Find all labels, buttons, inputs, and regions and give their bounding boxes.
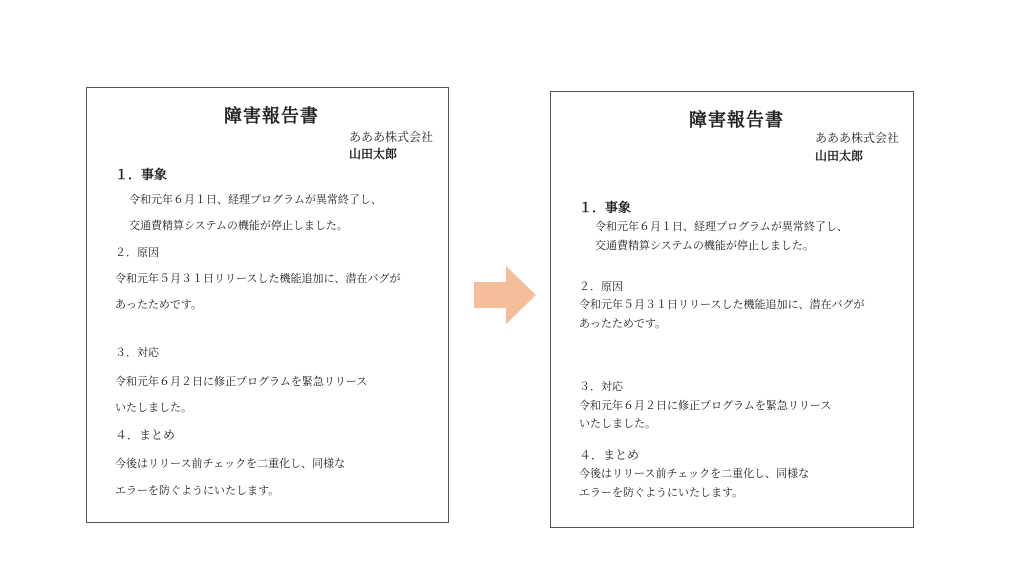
section3-line1: 令和元年６月２日に修正プログラムを緊急リリース <box>115 375 368 388</box>
section1-line1: 令和元年６月１日、経理プログラムが異常終了し、 <box>129 193 382 206</box>
report-title: 障害報告書 <box>689 110 784 131</box>
section4-heading: ４．まとめ <box>115 428 176 442</box>
section2-line1: 令和元年５月３１日リリースした機能追加に、潜在バグが <box>115 272 401 285</box>
section1-heading: １．事象 <box>579 201 632 216</box>
report-title: 障害報告書 <box>224 106 319 127</box>
section1-line2: 交通費精算システムの機能が停止しました。 <box>595 239 814 252</box>
author-name: 山田太郎 <box>349 147 398 161</box>
section2-line2: あったためです。 <box>579 317 667 330</box>
section4-heading: ４．まとめ <box>579 448 640 462</box>
section4-line2: エラーを防ぐようにいたします。 <box>579 486 744 499</box>
section3-line2: いたしました。 <box>115 401 192 414</box>
section3-line2: いたしました。 <box>579 417 656 430</box>
section1-heading: １．事象 <box>115 168 168 183</box>
company-name: あああ株式会社 <box>815 131 900 145</box>
section2-heading: ２．原因 <box>579 280 623 293</box>
section2-heading: ２．原因 <box>115 246 159 259</box>
author-name: 山田太郎 <box>815 149 864 163</box>
section4-line2: エラーを防ぐようにいたします。 <box>115 484 280 497</box>
document-after <box>550 91 914 528</box>
section3-heading: ３．対応 <box>115 346 159 359</box>
section4-line1: 今後はリリース前チェックを二重化し、同様な <box>115 457 346 470</box>
company-name: あああ株式会社 <box>349 130 434 144</box>
section1-line1: 令和元年６月１日、経理プログラムが異常終了し、 <box>595 220 848 233</box>
section4-line1: 今後はリリース前チェックを二重化し、同様な <box>579 467 810 480</box>
document-before <box>86 87 449 523</box>
section3-heading: ３．対応 <box>579 380 623 393</box>
section2-line1: 令和元年５月３１日リリースした機能追加に、潜在バグが <box>579 298 865 311</box>
right-arrow-icon <box>470 262 540 328</box>
section1-line2: 交通費精算システムの機能が停止しました。 <box>129 219 348 232</box>
section2-line2: あったためです。 <box>115 298 203 311</box>
section3-line1: 令和元年６月２日に修正プログラムを緊急リリース <box>579 399 832 412</box>
